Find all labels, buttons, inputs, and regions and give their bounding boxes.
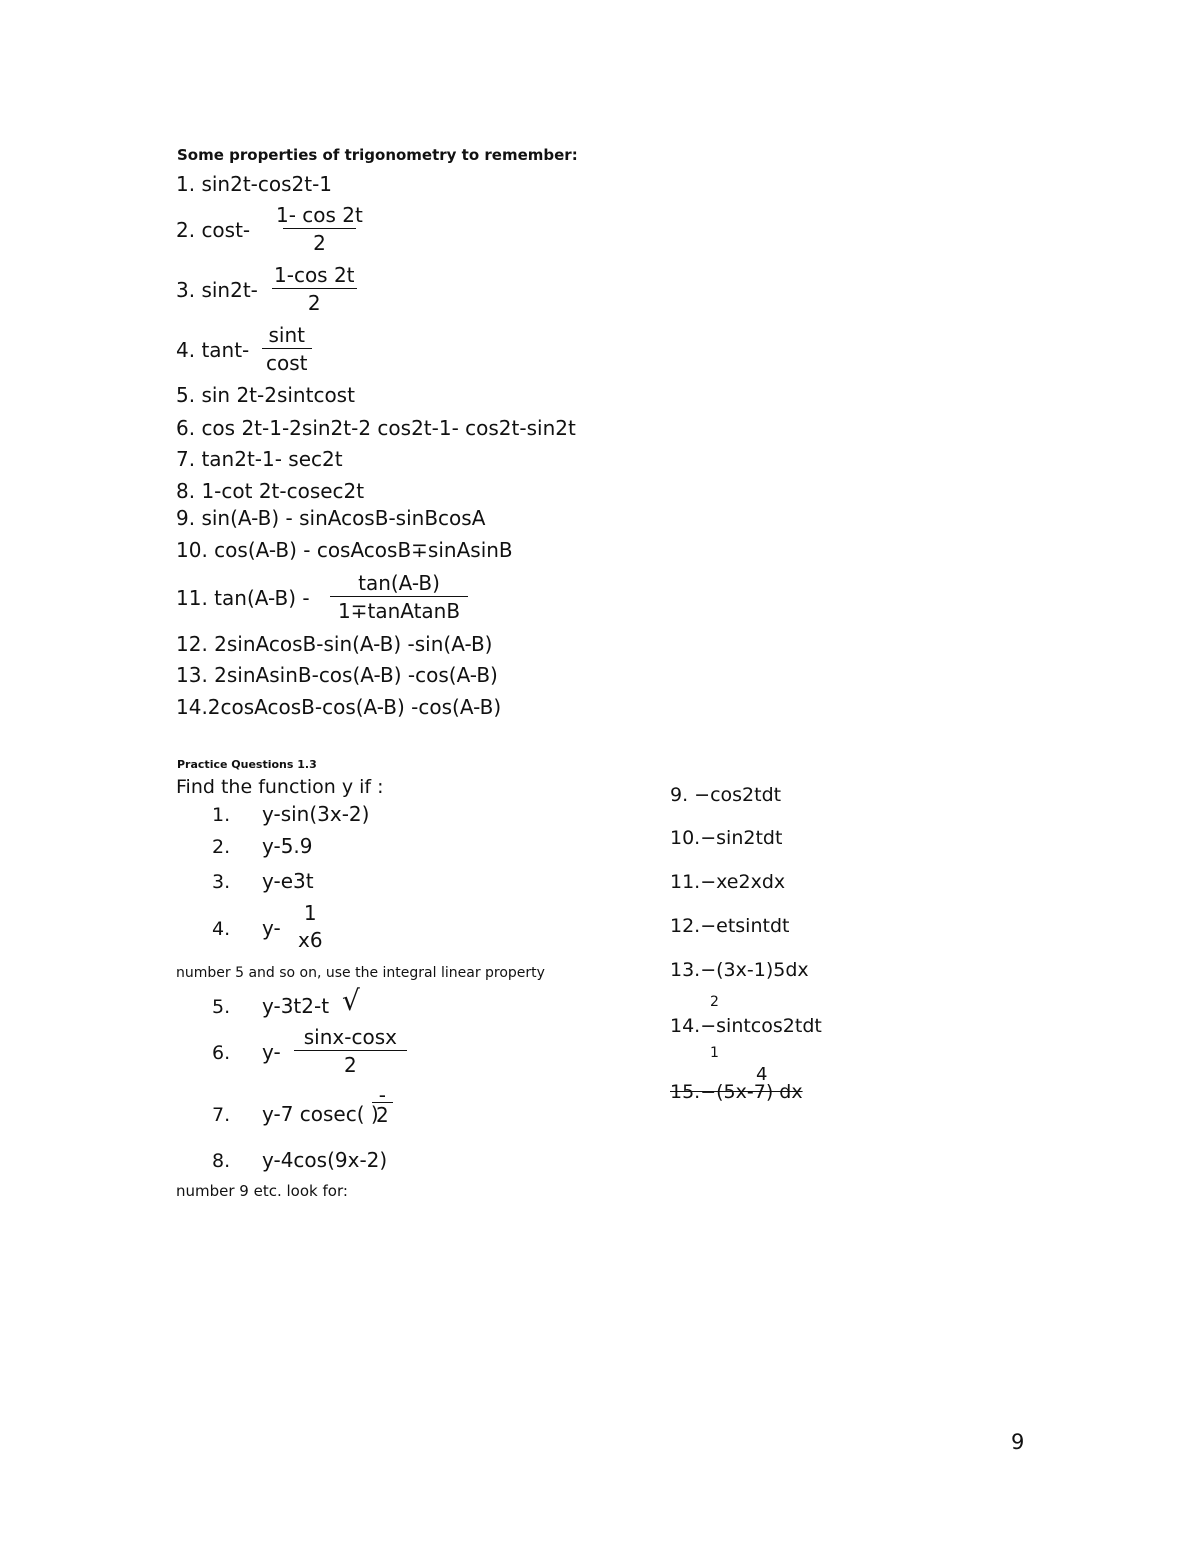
fraction-numerator: tan(A-B) bbox=[358, 571, 440, 595]
fraction-numerator: sinx-cosx bbox=[303, 1025, 397, 1049]
practice-item-5-expr: y-3t2-t bbox=[262, 994, 330, 1018]
practice-item-8-expr: y-4cos(9x-2) bbox=[262, 1148, 388, 1172]
practice-item-4-fraction bbox=[294, 900, 327, 954]
fraction-denominator: 2 bbox=[283, 228, 356, 257]
property-5: 5. sin 2t-2sintcost bbox=[176, 383, 355, 407]
fraction-denominator: cost bbox=[262, 348, 312, 377]
right-item-11: 11.−xe2xdx bbox=[670, 871, 786, 893]
practice-item-7-number: 7. bbox=[212, 1104, 231, 1126]
note-linear-property: number 5 and so on, use the integral linear property bbox=[176, 965, 545, 981]
right-item-10: 10.−sin2tdt bbox=[670, 827, 783, 849]
practice-item-4-expr: y- bbox=[262, 916, 281, 940]
practice-item-5-number: 5. bbox=[212, 996, 231, 1018]
section-heading: Some properties of trigonometry to remember: bbox=[177, 146, 578, 164]
property-14: 14.2cosAcosB-cos(A-B) -cos(A-B) bbox=[176, 695, 502, 719]
right-item-15-upper-limit: 1 bbox=[710, 1045, 719, 1061]
practice-item-6-fraction bbox=[294, 1024, 407, 1079]
practice-item-3-number: 3. bbox=[212, 871, 231, 893]
fraction-numerator: sint bbox=[268, 323, 305, 347]
practice-item-8-number: 8. bbox=[212, 1150, 231, 1172]
property-11-fraction bbox=[330, 570, 468, 625]
fraction-denominator: 2 bbox=[294, 1050, 407, 1079]
practice-item-6-number: 6. bbox=[212, 1042, 231, 1064]
property-3-fraction bbox=[270, 262, 359, 317]
property-4: 4. tant- bbox=[176, 338, 250, 362]
property-3: 3. sin2t- bbox=[176, 278, 258, 302]
fraction-denominator: 2 bbox=[272, 288, 357, 317]
fraction-numerator: 1- cos 2t bbox=[276, 203, 363, 227]
property-6: 6. cos 2t-1-2sin2t-2 cos2t-1- cos2t-sin2t bbox=[176, 416, 576, 440]
property-11: 11. tan(A-B) - bbox=[176, 586, 310, 610]
property-12: 12. 2sinAcosB-sin(A-B) -sin(A-B) bbox=[176, 632, 493, 656]
practice-item-6-expr: y- bbox=[262, 1040, 281, 1064]
property-2: 2. cost- bbox=[176, 218, 251, 242]
fraction-denominator: 1∓tanAtanB bbox=[330, 596, 468, 625]
sqrt-symbol: √ bbox=[342, 984, 360, 1017]
practice-item-2-number: 2. bbox=[212, 836, 231, 858]
note-look-for: number 9 etc. look for: bbox=[176, 1182, 348, 1200]
property-4-fraction bbox=[262, 322, 312, 377]
practice-item-1-expr: y-sin(3x-2) bbox=[262, 802, 370, 826]
right-item-12: 12.−etsintdt bbox=[670, 915, 790, 937]
practice-item-3-expr: y-e3t bbox=[262, 869, 314, 893]
property-9: 9. sin(A-B) - sinAcosB-sinBcosA bbox=[176, 506, 486, 530]
fraction-denominator: x6 bbox=[298, 928, 323, 952]
right-item-14: 14.−sintcos2tdt bbox=[670, 1015, 822, 1037]
property-1: 1. sin2t-cos2t-1 bbox=[176, 172, 333, 196]
practice-item-4-number: 4. bbox=[212, 918, 231, 940]
practice-item-2-expr: y-5.9 bbox=[262, 834, 313, 858]
practice-intro: Find the function y if : bbox=[176, 776, 384, 798]
property-8: 8. 1-cot 2t-cosec2t bbox=[176, 479, 365, 503]
fraction-numerator: - bbox=[378, 1083, 386, 1107]
fraction-numerator: 1-cos 2t bbox=[274, 263, 355, 287]
property-10: 10. cos(A-B) - cosAcosB∓sinAsinB bbox=[176, 538, 513, 562]
page-number: 9 bbox=[1011, 1430, 1025, 1454]
right-item-15-exponent: 4 bbox=[756, 1064, 768, 1085]
practice-item-7-expr: y-7 cosec( ) bbox=[262, 1102, 379, 1126]
property-13: 13. 2sinAsinB-cos(A-B) -cos(A-B) bbox=[176, 663, 498, 687]
right-item-9: 9. −cos2tdt bbox=[670, 784, 782, 806]
practice-item-7-fraction bbox=[372, 1083, 393, 1127]
practice-title: Practice Questions 1.3 bbox=[177, 758, 317, 771]
right-item-15: 15.−(5x-7) dx bbox=[670, 1081, 803, 1103]
right-item-14-upper-limit: 2 bbox=[710, 994, 719, 1010]
right-item-13: 13.−(3x-1)5dx bbox=[670, 959, 809, 981]
practice-item-1-number: 1. bbox=[212, 804, 231, 826]
property-2-fraction bbox=[272, 202, 367, 257]
property-7: 7. tan2t-1- sec2t bbox=[176, 447, 343, 471]
fraction-numerator: 1 bbox=[303, 901, 317, 925]
fraction-denominator: 2 bbox=[372, 1102, 393, 1127]
